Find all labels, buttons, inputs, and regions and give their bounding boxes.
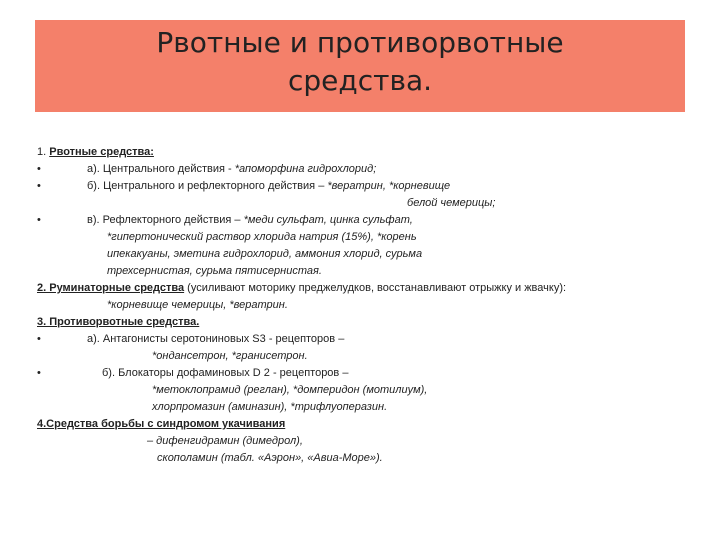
section-4-drugs-line-2 — [37, 450, 687, 467]
list-item-1a — [37, 161, 687, 178]
item-3a-drugs: *ондансетрон, *гранисетрон. — [152, 350, 308, 362]
item-1b-continuation: белой чемерицы; — [407, 197, 496, 209]
item-1c-continuation-2: ипекакуаны, эметина гидрохлорид, аммония хлорид, сурьма — [107, 248, 423, 260]
section-4-drugs-2: скополамин (табл. «Аэрон», «Авиа-Море»). — [157, 452, 383, 464]
item-1c-label: в). Рефлекторного действия – — [87, 214, 244, 226]
section-3-heading — [37, 314, 687, 331]
section-2-drugs-line — [37, 297, 687, 314]
item-3b-drugs-2: хлорпромазин (аминазин), *трифлуоперазин. — [152, 401, 388, 413]
list-item-3b-cont-1 — [37, 382, 687, 399]
list-item-3a-cont — [37, 348, 687, 365]
item-3a-label: а). Антагонисты серотониновых S3 - рецепторов – — [87, 333, 345, 345]
section-4-drugs-1: – дифенгидрамин (димедрол), — [147, 435, 303, 447]
list-item-1c-cont-3 — [37, 263, 687, 280]
bullet: • — [37, 163, 41, 175]
item-1a-drug: *апоморфина гидрохлорид; — [234, 163, 377, 175]
item-1c-continuation-3: трехсернистая, сурьма пятисернистая. — [107, 265, 322, 277]
section-2-title: 2. Руминаторные средства — [37, 282, 185, 294]
item-1b-label: б). Центрального и рефлекторного действия – — [87, 180, 328, 192]
section-4-title: 4.Средства борьбы с синдромом укачивания — [37, 418, 286, 430]
bullet: • — [37, 333, 41, 345]
item-1b-drug: *вератрин, *корневище — [327, 180, 451, 192]
list-item-1c — [37, 212, 687, 229]
item-3b-label: б). Блокаторы дофаминовых D 2 - рецепторов – — [102, 367, 349, 379]
list-item-1c-cont-2 — [37, 246, 687, 263]
section-1-number: 1. — [37, 146, 50, 158]
title-banner — [35, 20, 685, 112]
list-item-1c-cont-1 — [37, 229, 687, 246]
title-line-1: Рвотные и противорвотные — [156, 26, 564, 59]
item-1a-text — [87, 161, 376, 178]
bullet: • — [37, 367, 41, 379]
item-3b-drugs-1: *метоклопрамид (реглан), *домперидон (мотилиум), — [152, 384, 428, 396]
item-1c-text — [87, 212, 413, 229]
bullet: • — [37, 180, 41, 192]
item-1c-drug: *меди сульфат, цинка сульфат, — [243, 214, 413, 226]
list-item-1b — [37, 178, 687, 195]
section-2-description: (усиливают моторику преджелудков, восстанавливают отрыжку и жвачку): — [184, 282, 567, 294]
list-item-3b-cont-2 — [37, 399, 687, 416]
item-1c-continuation-1: *гипертонический раствор хлорида натрия (15%), *корень — [107, 231, 417, 243]
section-3-title: 3. Противорвотные средства. — [37, 316, 200, 328]
item-1a-label: а). Центрального действия - — [87, 163, 235, 175]
section-2-drugs: *корневище чемерицы, *вератрин. — [107, 299, 288, 311]
section-4-drugs-line-1 — [37, 433, 687, 450]
slide-content — [37, 144, 687, 467]
list-item-3b — [37, 365, 687, 382]
list-item-1b-cont — [37, 195, 687, 212]
item-1b-text — [87, 178, 450, 195]
slide-title — [35, 24, 685, 100]
list-item-3a — [37, 331, 687, 348]
bullet: • — [37, 214, 41, 226]
section-1-heading — [37, 144, 687, 161]
section-1-title: Рвотные средства: — [49, 146, 154, 158]
section-4-heading — [37, 416, 687, 433]
title-line-2: средства. — [287, 64, 433, 97]
section-2-heading — [37, 280, 687, 297]
